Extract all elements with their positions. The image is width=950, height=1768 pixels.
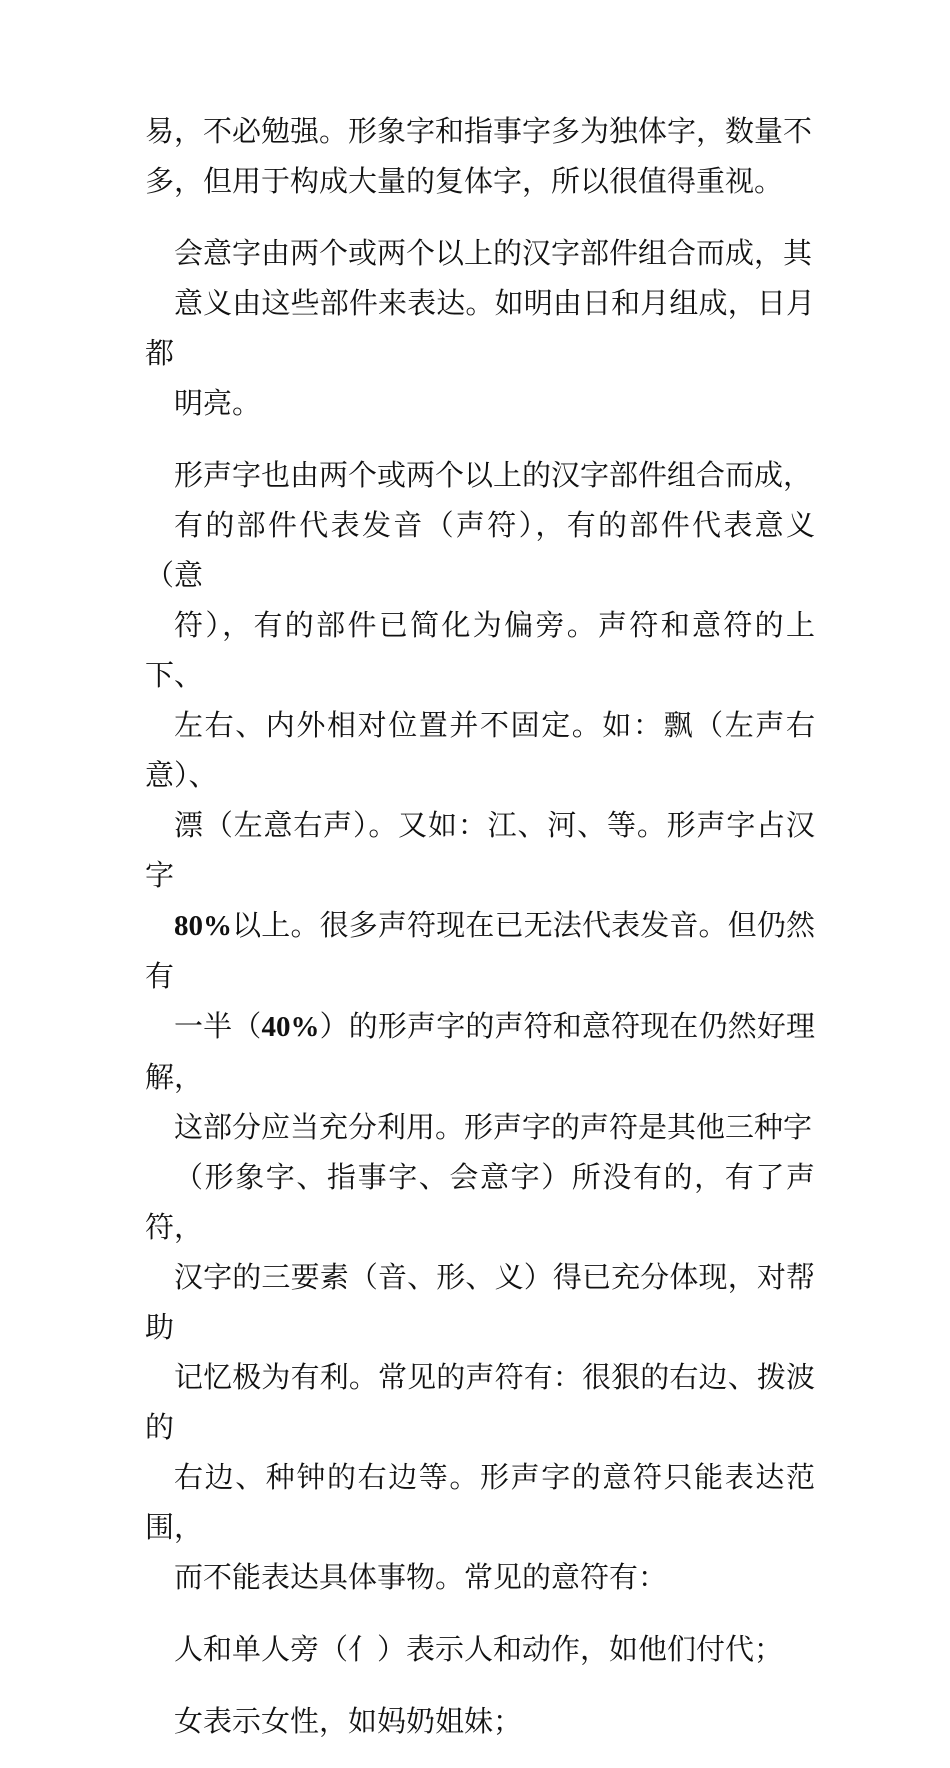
text-line: 而不能表达具体事物。常见的意符有： [174, 1560, 668, 1594]
text-line: 符），有的部件已简化为偏旁。声符和意符的上下、 [145, 608, 815, 692]
paragraph-yifu-nv [145, 1696, 815, 1746]
text-line: 漂（左意右声）。又如：江、河、等。形声字占汉字 [145, 808, 815, 892]
percent-value: 40% [261, 1011, 320, 1043]
text-line: （形象字、指事字、会意字）所没有的，有了声符， [145, 1160, 815, 1244]
text-line: 会意字由两个或两个以上的汉字部件组合而成，其 [174, 236, 813, 270]
text-line: 右边、种钟的右边等。形声字的意符只能表达范围， [145, 1460, 815, 1544]
text-line: 记忆极为有利。常见的声符有：很狠的右边、拨波的 [145, 1360, 815, 1444]
text-line: 易，不必勉强。形象字和指事字多为独体字，数量不 [145, 114, 813, 148]
document-body [145, 106, 815, 1768]
text-line: 明亮。 [174, 386, 262, 420]
percent-value: 80% [174, 910, 232, 942]
text-line: 多，但用于构成大量的复体字，所以很值得重视。 [145, 164, 784, 198]
text-line-percent-80: 80%以上。很多声符现在已无法代表发音。但仍然有 [145, 908, 815, 993]
text-line: 女表示女性，如妈奶姐妹； [174, 1704, 523, 1738]
text-line: 人和单人旁（亻）表示人和动作，如他们付代； [174, 1632, 784, 1666]
paragraph-xingsheng [145, 450, 815, 1602]
text-line-percent-40: 一半（40%）的形声字的声符和意符现在仍然好理解， [145, 1009, 815, 1094]
paragraph-huiyi [145, 228, 815, 428]
text-line: 汉字的三要素（音、形、义）得已充分体现，对帮助 [145, 1260, 815, 1344]
text-line: 左右、内外相对位置并不固定。如：飘（左声右意）、 [145, 708, 815, 792]
text-line: 意义由这些部件来表达。如明由日和月组成，日月都 [145, 286, 815, 370]
paragraph-yifu-ren [145, 1624, 815, 1674]
paragraph-continuation [145, 106, 815, 206]
text-line: 形声字也由两个或两个以上的汉字部件组合而成， [174, 458, 813, 492]
text-line: 有的部件代表发音（声符），有的部件代表意义（意 [145, 508, 815, 592]
text-line: 这部分应当充分利用。形声字的声符是其他三种字 [174, 1110, 813, 1144]
